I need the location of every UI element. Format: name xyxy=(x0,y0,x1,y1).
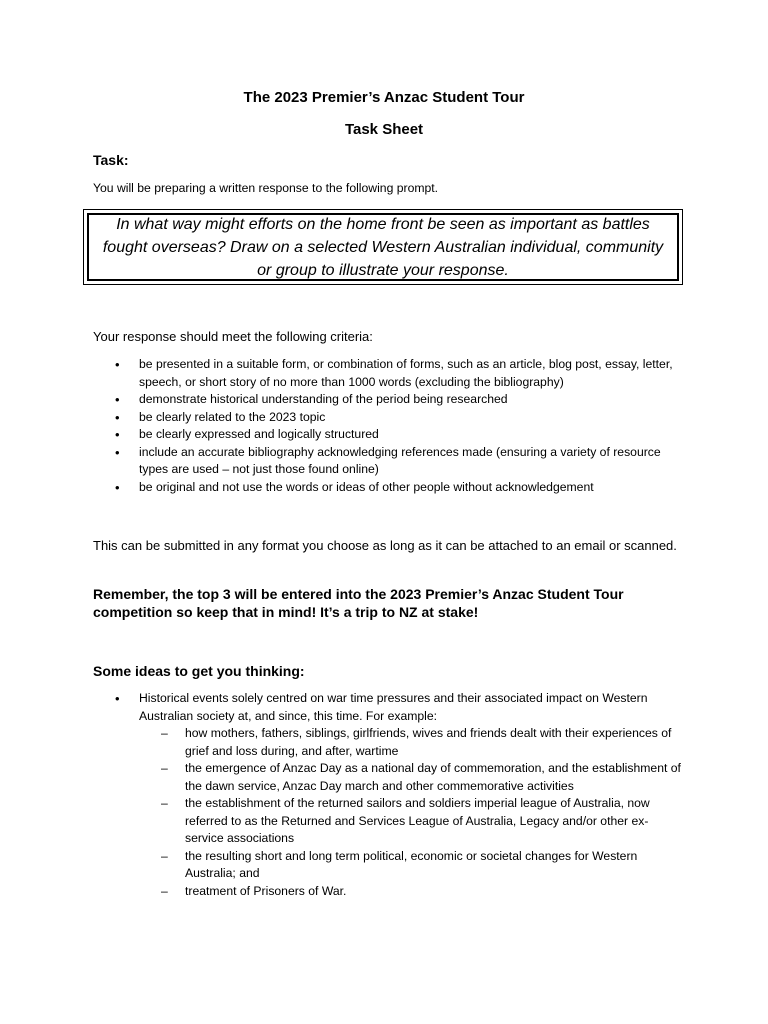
criteria-item: be clearly expressed and logically structured xyxy=(139,427,379,441)
ideas-main: Historical events solely centred on war time pressures and their associated impact on Western Australian society at, and since, this time. For example: xyxy=(139,691,648,723)
idea-example: the establishment of the returned sailors and soldiers imperial league of Australia, now referred to as the Returned and Services League of Australia, Legacy and/or other ex-service associations xyxy=(185,796,650,845)
bullet-icon: • xyxy=(115,409,120,425)
list-item xyxy=(93,444,683,479)
idea-example: how mothers, fathers, siblings, girlfriends, wives and friends dealt with their experiences of grief and loss during, and after, wartime xyxy=(185,726,672,758)
criteria-item: be clearly related to the 2023 topic xyxy=(139,409,326,424)
task-intro: You will be preparing a written response to the following prompt. xyxy=(93,181,439,195)
criteria-list xyxy=(93,356,683,496)
document-title: The 2023 Premier’s Anzac Student Tour xyxy=(243,89,525,106)
list-item xyxy=(93,479,683,497)
list-item xyxy=(93,760,683,795)
idea-example: treatment of Prisoners of War. xyxy=(185,883,347,898)
list-item xyxy=(93,391,683,409)
criteria-item: be presented in a suitable form, or combination of forms, such as an article, blog post, essay, letter, speech, or short story of no more than 1000 words (excluding the bibliography) xyxy=(139,357,673,389)
dash-icon: – xyxy=(161,796,168,810)
dash-icon: – xyxy=(161,848,168,863)
task-heading: Task: xyxy=(93,152,129,168)
list-item xyxy=(93,883,683,901)
ideas-sublist xyxy=(93,725,683,900)
criteria-item: include an accurate bibliography acknowledging references made (ensuring a variety of resource types are used – not just those found online) xyxy=(139,444,661,476)
dash-icon: – xyxy=(161,883,168,898)
list-item xyxy=(93,426,683,444)
dash-icon: – xyxy=(161,726,168,740)
bullet-icon: • xyxy=(115,479,120,495)
submission-note: This can be submitted in any format you choose as long as it can be attached to an email or scanned. xyxy=(93,538,677,553)
ideas-list xyxy=(93,690,683,900)
list-item xyxy=(93,690,683,900)
reminder-text: Remember, the top 3 will be entered into the 2023 Premier’s Anzac Student Tour competition so keep that in mind! It’s a trip to NZ at stake! xyxy=(93,586,624,620)
criteria-item: demonstrate historical understanding of the period being researched xyxy=(139,392,508,406)
criteria-intro: Your response should meet the following criteria: xyxy=(93,329,373,344)
list-item xyxy=(93,409,683,427)
idea-example: the resulting short and long term political, economic or societal changes for Western Australia; and xyxy=(185,848,638,880)
bullet-icon: • xyxy=(115,444,120,460)
prompt-box xyxy=(83,209,683,285)
ideas-heading: Some ideas to get you thinking: xyxy=(93,663,305,679)
bullet-icon: • xyxy=(115,427,120,442)
list-item xyxy=(93,725,683,760)
list-item xyxy=(93,356,683,391)
prompt-text: In what way might efforts on the home front be seen as important as battles fought overseas? Draw on a selected Western Australian individual, community or group to illustrate your response. xyxy=(87,213,679,281)
list-item xyxy=(93,848,683,883)
dash-icon: – xyxy=(161,761,168,775)
bullet-icon: • xyxy=(115,357,120,372)
document-subtitle: Task Sheet xyxy=(344,121,424,138)
bullet-icon: • xyxy=(115,392,120,407)
list-item xyxy=(93,795,683,848)
criteria-item: be original and not use the words or ideas of other people without acknowledgement xyxy=(139,479,594,494)
bullet-icon: • xyxy=(115,691,120,706)
idea-example: the emergence of Anzac Day as a national day of commemoration, and the establishment of the dawn service, Anzac Day march and other commemorative activities xyxy=(185,761,681,793)
